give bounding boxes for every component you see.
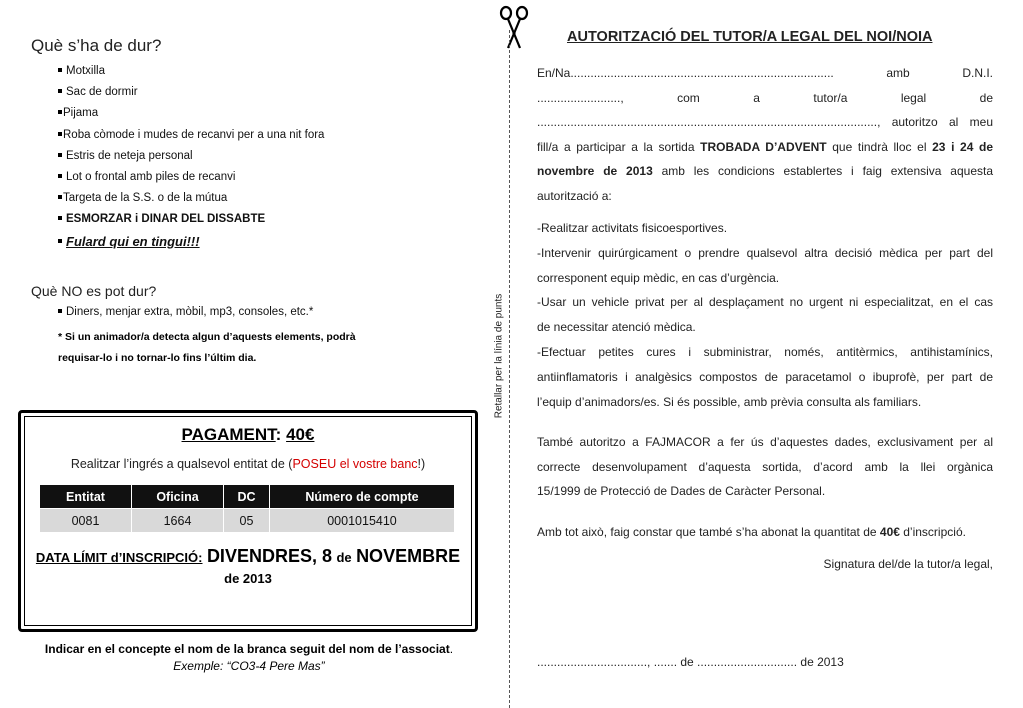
list-item: Diners, menjar extra, mòbil, mp3, consoles, etc.* (58, 302, 313, 323)
scissors-icon (496, 4, 532, 54)
fee-statement: Amb tot això, faig constar que també s’ha abonat la quantitat de 40€ d’inscripció. (537, 525, 966, 539)
list-item: antiinflamatoris i analgèsics compostos de paracetamol o ibuprofè, per part de (537, 369, 993, 384)
not-list (58, 302, 313, 323)
deadline: DATA LÍMIT d’INSCRIPCIÓ: DIVENDRES, 8 de NOVEMBRE (35, 546, 461, 566)
list-item: Pijama (58, 103, 324, 124)
list-item: corresponent equip mèdic, en cas d’urgència. (537, 270, 780, 285)
table-cell: 1664 (132, 509, 224, 533)
table-cell: 0081 (40, 509, 132, 533)
payment-instructions: Realitzar l’ingrés a qualsevol entitat de (POSEU el vostre banc!) (70, 457, 426, 471)
bring-list (58, 61, 324, 252)
list-item: Targeta de la S.S. o de la mútua (58, 188, 324, 209)
signature-label: Signatura del/de la tutor/a legal, (823, 557, 993, 571)
cut-line (509, 30, 510, 708)
table-header: Oficina (132, 485, 224, 509)
concept-instruction: Indicar en el concepte el nom de la branca seguit del nom de l’associat. (44, 642, 454, 656)
list-item: Roba còmode i mudes de recanvi per a una nit fora (58, 125, 324, 146)
list-item: -Intervenir quirúrgicament o prendre qualsevol altra decisió mèdica per part del (537, 245, 993, 260)
list-item: Lot o frontal amb piles de recanvi (58, 167, 324, 188)
not-heading: Què NO es pot dur? (31, 283, 157, 299)
table-row (40, 509, 455, 533)
left-panel (0, 0, 508, 708)
data-protection-paragraph: També autoritzo a FAJMACOR a fer ús d’aquestes dades, exclusivament per al correcte desenvolupament d’aquesta sortida, d’acord amb la llei orgànica 15/1999 de Protecció de Dades de Caràcter Personal. (537, 435, 993, 498)
list-item: de necessitar atenció mèdica. (537, 320, 696, 335)
list-item: Estris de neteja personal (58, 146, 324, 167)
list-item: Fulard qui en tingui!!! (58, 231, 324, 252)
list-item: -Realitzar activitats fisicoesportives. (537, 221, 728, 235)
table-header: DC (224, 485, 270, 509)
list-item: -Efectuar petites cures i subministrar, només, antitèrmics, antihistamínics, (537, 344, 993, 359)
date-line: ................................., ....... de .............................. de 2013 (537, 655, 844, 669)
authorization-title: AUTORITZACIÓ DEL TUTOR/A LEGAL DEL NOI/NOIA (567, 29, 933, 45)
list-item: l’equip d’animadors/es. Si és possible, amb prèvia consulta als familiars. (537, 394, 922, 409)
authorization-items (537, 216, 993, 414)
list-item: ESMORZAR i DINAR DEL DISSABTE (58, 209, 324, 230)
bring-heading: Què s’ha de dur? (31, 36, 162, 55)
table-cell: 0001015410 (270, 509, 455, 533)
payment-box (18, 410, 478, 632)
list-item: -Usar un vehicle privat per al desplaçament no urgent ni especialitzat, en el cas (537, 295, 993, 310)
table-cell: 05 (224, 509, 270, 533)
list-item: Sac de dormir (58, 82, 324, 103)
deadline-year: de 2013 (224, 571, 272, 586)
warning-note: * Si un animador/a detecta algun d’aquests elements, podrà requisar-lo i no tornar-lo fins l’últim dia. (58, 331, 356, 364)
bank-table (39, 484, 455, 533)
table-header: Entitat (40, 485, 132, 509)
list-item: Motxilla (58, 61, 324, 82)
concept-example: Exemple: “CO3-4 Pere Mas” (173, 659, 325, 673)
table-header: Número de compte (270, 485, 455, 509)
authorization-paragraph: En/Na............................................................................... amb D.N.I. ........................., com a tutor/a legal de ......................................................................................................, autoritzo al meu fill/a a participar a la sortida TROBADA D’ADVENT que tindrà lloc el 23 i 24 de novembre de 2013 amb les condicions establertes i faig extensiva aquesta autorització a: (537, 66, 994, 203)
payment-title: PAGAMENT: 40€ (181, 425, 315, 444)
